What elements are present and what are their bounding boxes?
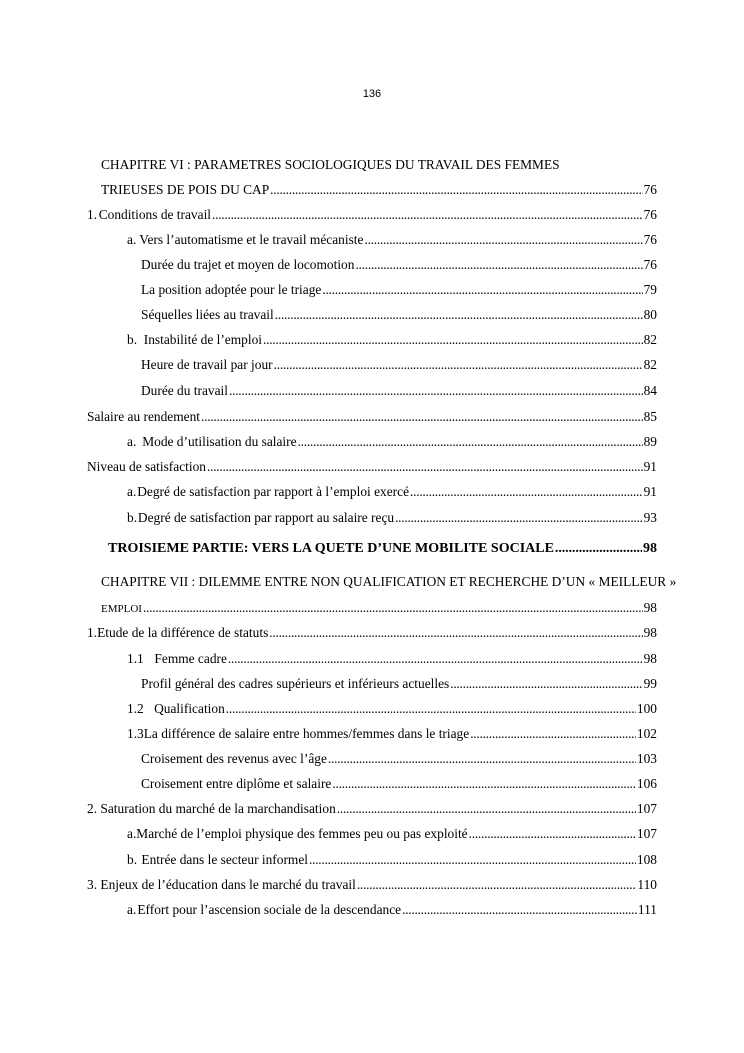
leader-dots <box>274 357 643 373</box>
page-ref: 98 <box>643 600 657 615</box>
leader-dots <box>270 182 642 198</box>
entry-title: 3. Enjeux de l’éducation dans le marché du travail <box>87 877 356 892</box>
entry-number: a. <box>127 232 137 247</box>
entry-number: 1.3 <box>127 726 144 741</box>
entry-title: Séquelles liées au travail <box>141 307 274 322</box>
leader-dots <box>309 852 636 868</box>
leader-dots <box>357 877 637 893</box>
entry-title: Etude de la différence de statuts <box>97 625 269 640</box>
page-ref: 98 <box>643 651 657 666</box>
entry-title: Qualification <box>154 701 225 716</box>
entry-title: Marché de l’emploi physique des femmes peu ou pas exploité <box>136 826 468 841</box>
leader-dots <box>410 484 643 500</box>
page-ref: 76 <box>643 182 657 197</box>
page-ref: 85 <box>643 409 657 424</box>
leader-dots <box>229 383 643 399</box>
leader-dots <box>143 600 643 616</box>
page-ref: 76 <box>643 232 657 247</box>
entry-title: La position adoptée pour le triage <box>141 282 322 297</box>
leader-dots <box>298 434 643 450</box>
leader-dots <box>207 459 643 475</box>
page-ref: 100 <box>636 701 657 716</box>
leader-dots <box>450 676 642 692</box>
page-ref: 108 <box>636 852 657 867</box>
entry-number: 1.2 <box>127 701 144 716</box>
leader-dots <box>275 307 643 323</box>
page-ref: 110 <box>637 877 657 892</box>
entry-title: Femme cadre <box>154 651 227 666</box>
page-ref: 89 <box>643 434 657 449</box>
leader-dots <box>555 541 642 557</box>
entry-title: Heure de travail par jour <box>141 357 273 372</box>
entry-title: Mode d’utilisation du salaire <box>142 434 297 449</box>
leader-dots <box>395 510 643 526</box>
page-ref: 91 <box>643 459 657 474</box>
entry-title: Vers l’automatisme et le travail mécaniste <box>139 232 364 247</box>
page-ref: 107 <box>636 826 657 841</box>
leader-dots <box>328 751 636 767</box>
leader-dots <box>337 801 636 817</box>
entry-number: 1.1 <box>127 651 144 666</box>
chapter-7-title-line2: EMPLOI <box>101 603 142 615</box>
chapter-7-title-line1: CHAPITRE VII : DILEMME ENTRE NON QUALIFICATION ET RECHERCHE D’UN « MEILLEUR » <box>101 574 677 589</box>
leader-dots <box>226 701 636 717</box>
entry-title: Niveau de satisfaction <box>87 459 206 474</box>
leader-dots <box>201 409 643 425</box>
leader-dots <box>402 902 637 918</box>
page-ref: 99 <box>643 676 657 691</box>
entry-title: Durée du travail <box>141 383 228 398</box>
entry-title: Degré de satisfaction par rapport au salaire reçu <box>137 510 395 525</box>
leader-dots <box>269 625 642 641</box>
entry-title: Instabilité de l’emploi <box>143 332 262 347</box>
page-ref: 111 <box>637 902 657 917</box>
leader-dots <box>355 257 642 273</box>
chapter-6-title-line1: CHAPITRE VI : PARAMETRES SOCIOLOGIQUES DU TRAVAIL DES FEMMES <box>101 157 560 172</box>
page-ref: 103 <box>636 751 657 766</box>
entry-number: b. <box>127 510 138 525</box>
entry-title: Conditions de travail <box>98 207 212 222</box>
entry-number: b. <box>127 852 138 867</box>
entry-title: Effort pour l’ascension sociale de la descendance <box>137 902 402 917</box>
part-3-title: TROISIEME PARTIE: VERS LA QUETE D’UNE MOBILITE SOCIALE <box>108 541 554 556</box>
leader-dots <box>364 232 642 248</box>
entry-title: Croisement des revenus avec l’âge <box>141 751 327 766</box>
leader-dots <box>470 726 636 742</box>
leader-dots <box>212 207 643 223</box>
page-ref: 76 <box>643 207 657 222</box>
entry-number: a. <box>127 826 137 841</box>
page-ref: 76 <box>643 257 657 272</box>
leader-dots <box>263 332 643 348</box>
page-number: 136 <box>362 88 382 100</box>
page-ref: 80 <box>643 307 657 322</box>
entry-title: La différence de salaire entre hommes/femmes dans le triage <box>143 726 470 741</box>
entry-title: Entrée dans le secteur informel <box>141 852 308 867</box>
leader-dots <box>469 826 636 842</box>
page-ref: 98 <box>643 541 657 556</box>
entry-title: Salaire au rendement <box>87 409 201 424</box>
entry-title: Durée du trajet et moyen de locomotion <box>141 257 355 272</box>
leader-dots <box>332 776 636 792</box>
chapter-6-title-line2: TRIEUSES DE POIS DU CAP <box>101 182 270 197</box>
page-ref: 98 <box>643 625 657 640</box>
page-ref: 106 <box>636 776 657 791</box>
page-ref: 82 <box>643 357 657 372</box>
entry-number: 1. <box>87 207 98 222</box>
page-ref: 102 <box>636 726 657 741</box>
page-ref: 79 <box>643 282 657 297</box>
entry-number: a. <box>127 434 137 449</box>
entry-number: 1. <box>87 625 98 640</box>
entry-title: Croisement entre diplôme et salaire <box>141 776 332 791</box>
page-ref: 107 <box>636 801 657 816</box>
entry-title: Profil général des cadres supérieurs et inférieurs actuelles <box>141 676 450 691</box>
entry-title: Degré de satisfaction par rapport à l’emploi exercé <box>137 484 410 499</box>
entry-title: 2. Saturation du marché de la marchandisation <box>87 801 336 816</box>
page-ref: 93 <box>643 510 657 525</box>
leader-dots <box>322 282 642 298</box>
entry-number: a. <box>127 902 137 917</box>
page-ref: 91 <box>643 484 657 499</box>
page-ref: 84 <box>643 383 657 398</box>
entry-number: a. <box>127 484 137 499</box>
leader-dots <box>228 651 643 667</box>
page-ref: 82 <box>643 332 657 347</box>
entry-number: b. <box>127 332 138 347</box>
